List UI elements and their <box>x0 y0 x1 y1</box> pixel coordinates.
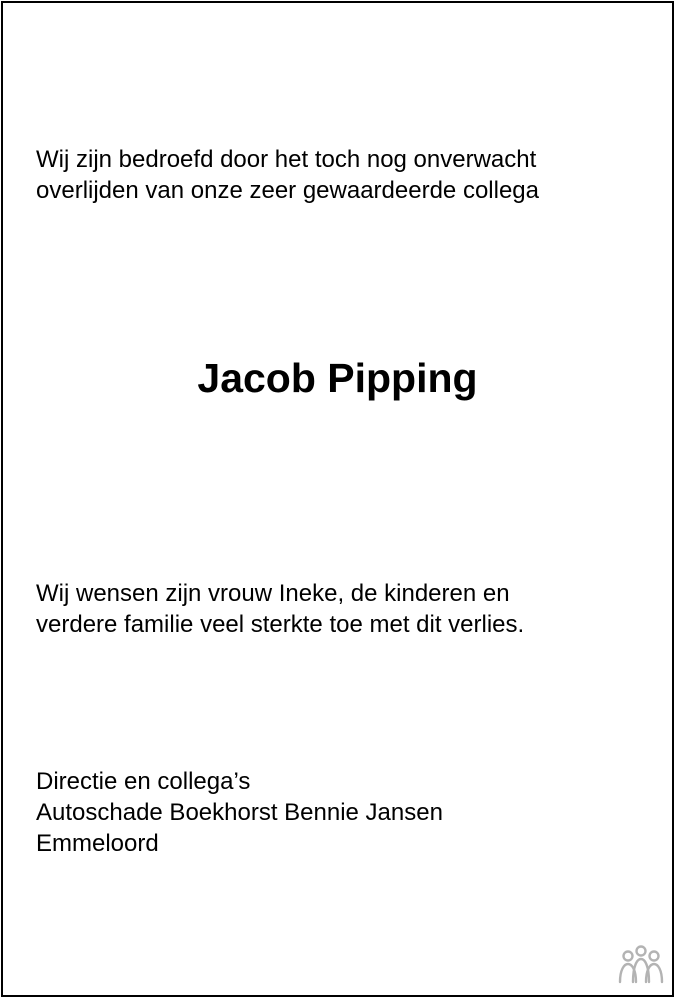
people-group-icon <box>617 944 665 986</box>
intro-line: Wij zijn bedroefd door het toch nog onverwacht <box>36 146 537 173</box>
intro-text <box>36 144 539 206</box>
condolence-text <box>36 578 524 640</box>
obituary-card <box>1 1 674 997</box>
signature-line: Directie en collega’s <box>36 768 251 795</box>
signature-block <box>36 766 443 859</box>
signature-line: Autoschade Boekhorst Bennie Jansen <box>36 799 443 826</box>
condolence-line: verdere familie veel sterkte toe met dit verlies. <box>36 611 525 638</box>
deceased-name: Jacob Pipping <box>197 355 478 401</box>
intro-line: overlijden van onze zeer gewaardeerde collega <box>36 177 539 204</box>
signature-line: Emmeloord <box>36 830 159 857</box>
condolence-line: Wij wensen zijn vrouw Ineke, de kinderen en <box>36 580 510 607</box>
